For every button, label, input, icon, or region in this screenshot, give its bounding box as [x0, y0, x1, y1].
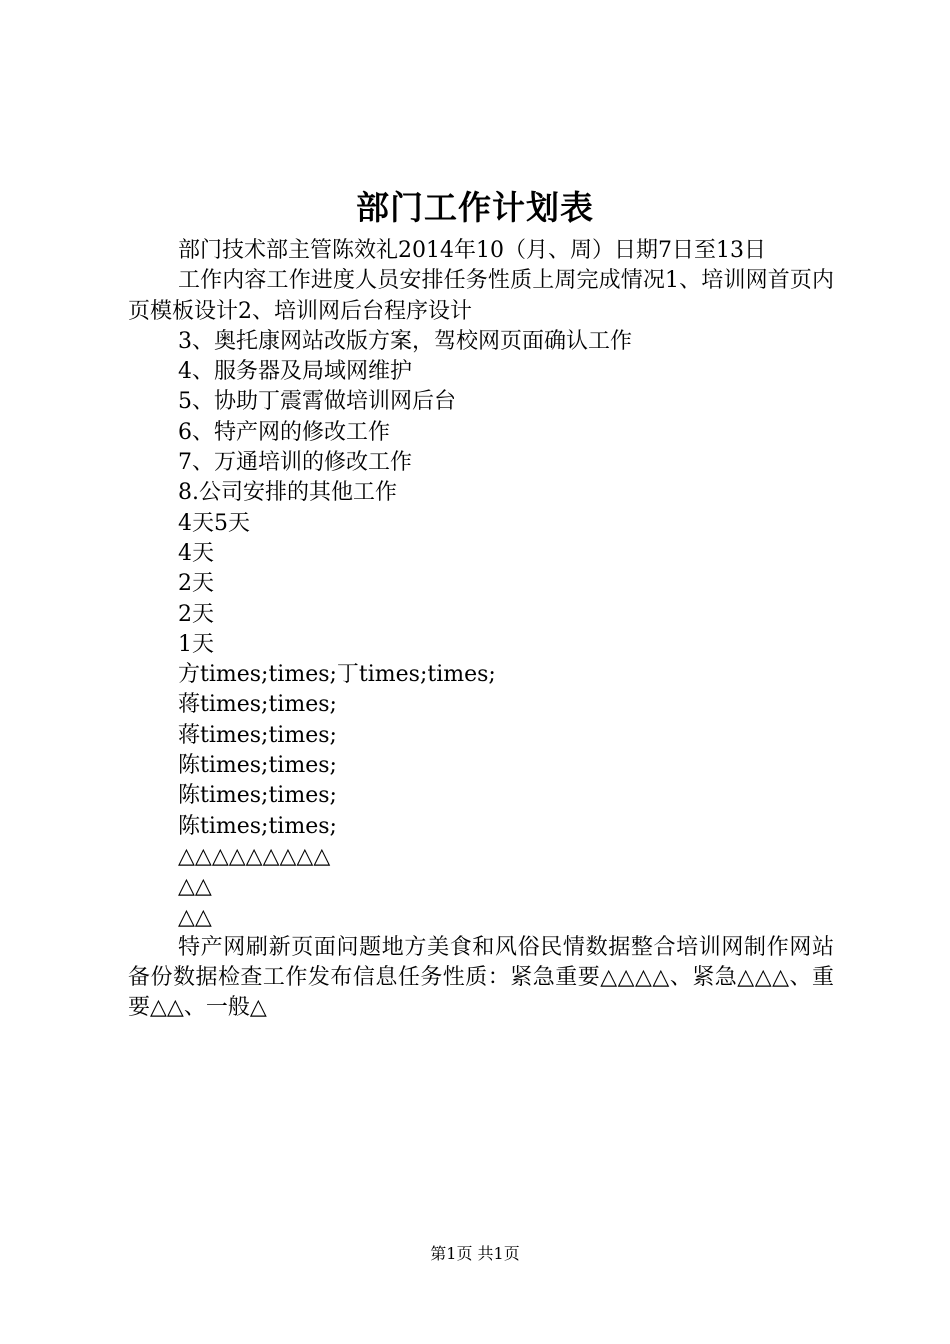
header-paragraph: 部门技术部主管陈效礼2014年10（月、周）日期7日至13日 [178, 238, 766, 263]
priority-line: △△ [178, 874, 212, 900]
staff-line: 陈times;times; [178, 783, 337, 809]
content-intro-paragraph: 工作内容工作进度人员安排任务性质上周完成情况1、培训网首页内页模板设计2、培训网后台程序设计 [128, 268, 834, 324]
progress-line: 4天 [178, 540, 214, 566]
task-line: 6、特产网的修改工作 [178, 419, 390, 445]
page-footer: 第1页 共1页 [430, 1244, 520, 1263]
task-line: 4、服务器及局域网维护 [178, 359, 412, 385]
progress-line: 2天 [178, 601, 214, 627]
priority-line: △△ [178, 904, 212, 930]
document-body [128, 236, 834, 1024]
task-line: 7、万通培训的修改工作 [178, 450, 412, 476]
closing-paragraph: 特产网刷新页面问题地方美食和风俗民情数据整合培训网制作网站备份数据检查工作发布信息任务性质：紧急重要△△△△、紧急△△△、重要△△、一般△ [128, 934, 834, 1021]
staff-line: 陈times;times; [178, 813, 337, 839]
priority-line: △△△△△△△△△ [178, 843, 331, 869]
staff-line: 蒋times;times; [178, 692, 337, 718]
task-line: 8.公司安排的其他工作 [178, 480, 397, 506]
staff-line: 陈times;times; [178, 753, 337, 779]
task-line: 5、协助丁震霄做培训网后台 [178, 389, 456, 415]
progress-line: 4天5天 [178, 510, 250, 536]
staff-line: 蒋times;times; [178, 722, 337, 748]
staff-line: 方times;times;丁times;times; [178, 662, 496, 688]
task-line: 3、奥托康网站改版方案，驾校网页面确认工作 [178, 328, 632, 354]
progress-line: 2天 [178, 571, 214, 597]
page-title: 部门工作计划表 [356, 188, 594, 227]
progress-line: 1天 [178, 631, 214, 657]
